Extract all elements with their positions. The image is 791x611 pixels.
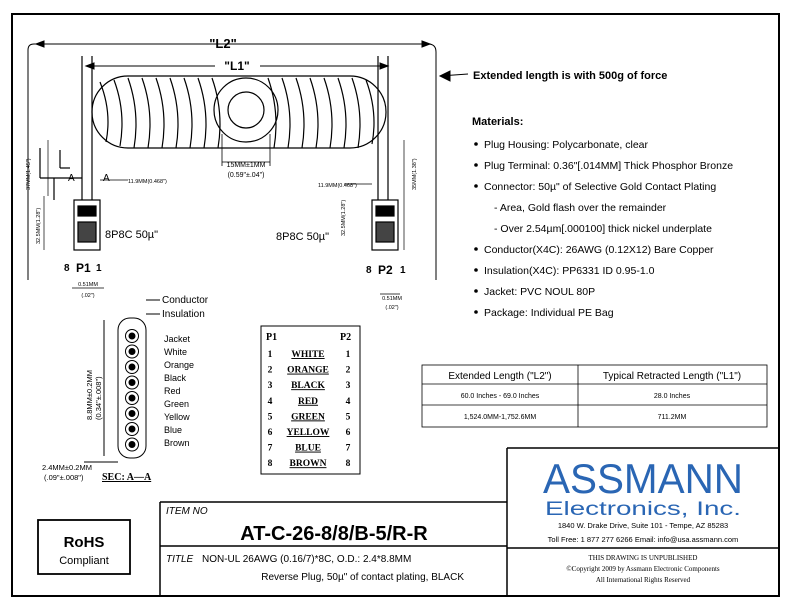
coil-cord [92,76,386,148]
plug-right-label: 8P8C 50µ" [276,231,330,243]
pitch-label-in: (0.59"±.04") [227,172,265,179]
plug-left-name: P1 [76,261,91,275]
pinout-p2-pin: 2 [345,365,351,376]
plug-right-pin-low: 1 [400,265,406,276]
left-dim-a: 11.9MM(0.468") [128,179,167,185]
material-item: - Over 2.54µm[.000100] thick nickel underplate [494,223,712,235]
pinout-p2-pin: 6 [345,428,351,438]
plug-right-width: 0.51MM [382,296,402,302]
right-cable [372,56,398,250]
material-bullet [474,142,478,146]
section-label-insulation: Insulation [162,309,205,320]
section-mark-right: A [103,173,110,184]
notice-line2: ©Copyright 2009 by Assmann Electronic Components [566,565,720,573]
section-title: SEC: A—A [102,472,152,483]
title-label: TITLE [166,554,194,565]
company-address: 1840 W. Drake Drive, Suite 101 - Tempe, AZ 85283 [557,521,729,530]
title-line2: Reverse Plug, 50µ" of contact plating, BLACK [261,572,464,583]
pinout-p1-label: P1 [266,332,278,343]
material-bullet [474,184,478,188]
conductor-dot [129,364,135,370]
pinout-p1-pin: 4 [267,396,273,407]
materials-list [474,139,733,319]
length-row1-l2: 60.0 Inches - 69.0 Inches [460,393,540,400]
pinout-rows [268,350,351,469]
company-contact: Toll Free: 1 877 277 6266 Email: info@usa.assmann.com [547,535,739,544]
notice-line3: All International Rights Reserved [595,576,691,584]
plug-right-pin-high: 8 [366,265,372,276]
left-cable [40,56,100,250]
section-label-green: Green [164,399,190,409]
pinout-wire-color: WHITE [291,350,325,360]
material-bullet [474,163,478,167]
pinout-p2-label: P2 [340,332,352,343]
l2-label: "L2" [209,36,237,51]
pinout-wire-color: GREEN [291,412,325,423]
material-bullet [474,268,478,272]
jacket-height: 8.8MM±0.2MM [85,370,94,420]
section-label-white: White [164,347,188,357]
plug-right-width-in: (.02") [385,305,399,311]
extended-note: Extended length is with 500g of force [473,70,668,82]
company-name-sub: Electronics, Inc. [545,499,741,520]
pinout-p1-pin: 3 [267,381,273,392]
pinout-p2-pin: 4 [345,396,351,407]
company-name: ASSMANN [543,455,743,502]
pinout-p2-pin: 7 [345,443,351,454]
jacket-height-in: (0.34"±.008") [94,376,103,420]
material-bullet [474,289,478,293]
left-height: 37MM(1.45") [26,158,32,190]
material-item: Connector: 50µ" of Selective Gold Contact Plating [484,181,717,193]
section-label-yellow: Yellow [164,412,190,422]
pinout-p2-pin: 3 [345,381,351,392]
extended-note-arrow [440,71,468,81]
length-header-l2: Extended Length ("L2") [448,371,552,382]
rohs-title: RoHS [63,534,105,551]
section-mark-left: A [68,173,75,184]
section-label-brown: Brown [164,438,190,448]
section-label-black: Black [164,373,187,383]
plug-left-width-in: (.02") [81,293,95,299]
length-header-l1: Typical Retracted Length ("L1") [602,371,742,382]
material-bullet [474,247,478,251]
section-label-jacket: Jacket [164,334,191,344]
pinout-p2-pin: 8 [345,459,351,470]
materials-title: Materials: [472,116,524,128]
conductor-dot [129,333,135,339]
jacket-width: 2.4MM±0.2MM [42,463,92,472]
conductor-dot [129,349,135,355]
section-label-orange: Orange [164,360,195,370]
material-item: - Area, Gold flash over the remainder [494,202,667,214]
pinout-p1-pin: 7 [267,443,273,454]
plug-right-name: P2 [378,263,393,277]
pinout-wire-color: YELLOW [286,428,330,438]
right-height: 35MM(1.38") [412,158,418,190]
left-dim-b: 32.5MM(1.28") [36,207,42,244]
material-item: Jacket: PVC NOUL 80P [484,286,596,298]
conductor-dot [129,380,135,386]
pitch-label: 15MM±1MM [226,162,266,169]
pinout-wire-color: RED [297,396,319,407]
jacket-width-in: (.09"±.008") [44,473,84,482]
plug-left-width: 0.51MM [78,282,98,288]
length-row2-l1: 711.2MM [657,414,687,421]
material-item: Insulation(X4C): PP6331 ID 0.95-1.0 [484,265,655,277]
right-dim-c: 32.5MM(1.28") [341,199,347,236]
length-row2-l2: 1,524.0MM-1,752.6MM [463,414,537,421]
section-label-conductor: Conductor [162,295,209,306]
title-line1: NON-UL 26AWG (0.16/7)*8C, O.D.: 2.4*8.8MM [202,554,412,565]
pinout-p2-pin: 1 [345,350,351,360]
l1-label: "L1" [224,59,250,73]
conductor-dot [129,411,135,417]
item-label: ITEM NO [166,506,208,517]
material-item: Plug Housing: Polycarbonate, clear [484,139,649,151]
material-item: Package: Individual PE Bag [484,307,614,319]
pinout-p1-pin: 1 [267,350,273,360]
conductor-dot [129,426,135,432]
pinout-p2-pin: 5 [345,412,351,423]
material-item: Conductor(X4C): 26AWG (0.12X12) Bare Copper [484,244,714,256]
section-label-red: Red [164,386,181,396]
pinout-wire-color: BROWN [289,459,327,470]
right-dim-a: 11.9MM(0.468") [318,183,357,189]
rohs-subtitle: Compliant [59,555,109,567]
pinout-p1-pin: 8 [267,459,273,470]
plug-left-pin-high: 8 [64,263,70,274]
pinout-p1-pin: 6 [267,428,273,438]
notice-line1: THIS DRAWING IS UNPUBLISHED [588,554,698,562]
pinout-wire-color: BLACK [291,381,325,392]
conductor-dot [129,395,135,401]
item-number: AT-C-26-8/8/B-5/R-R [240,523,428,545]
length-row1-l1: 28.0 Inches [653,393,691,400]
pinout-wire-color: BLUE [295,443,321,454]
section-label-blue: Blue [164,425,183,435]
plug-left-label: 8P8C 50µ" [105,229,159,241]
material-item: Plug Terminal: 0.36"[.014MM] Thick Phosphor Bronze [484,160,734,172]
pinout-p1-pin: 2 [267,365,273,376]
pinout-p1-pin: 5 [267,412,273,423]
conductor-dot [129,442,135,448]
pinout-wire-color: ORANGE [287,365,329,376]
material-bullet [474,310,478,314]
plug-left-pin-low: 1 [96,263,102,274]
